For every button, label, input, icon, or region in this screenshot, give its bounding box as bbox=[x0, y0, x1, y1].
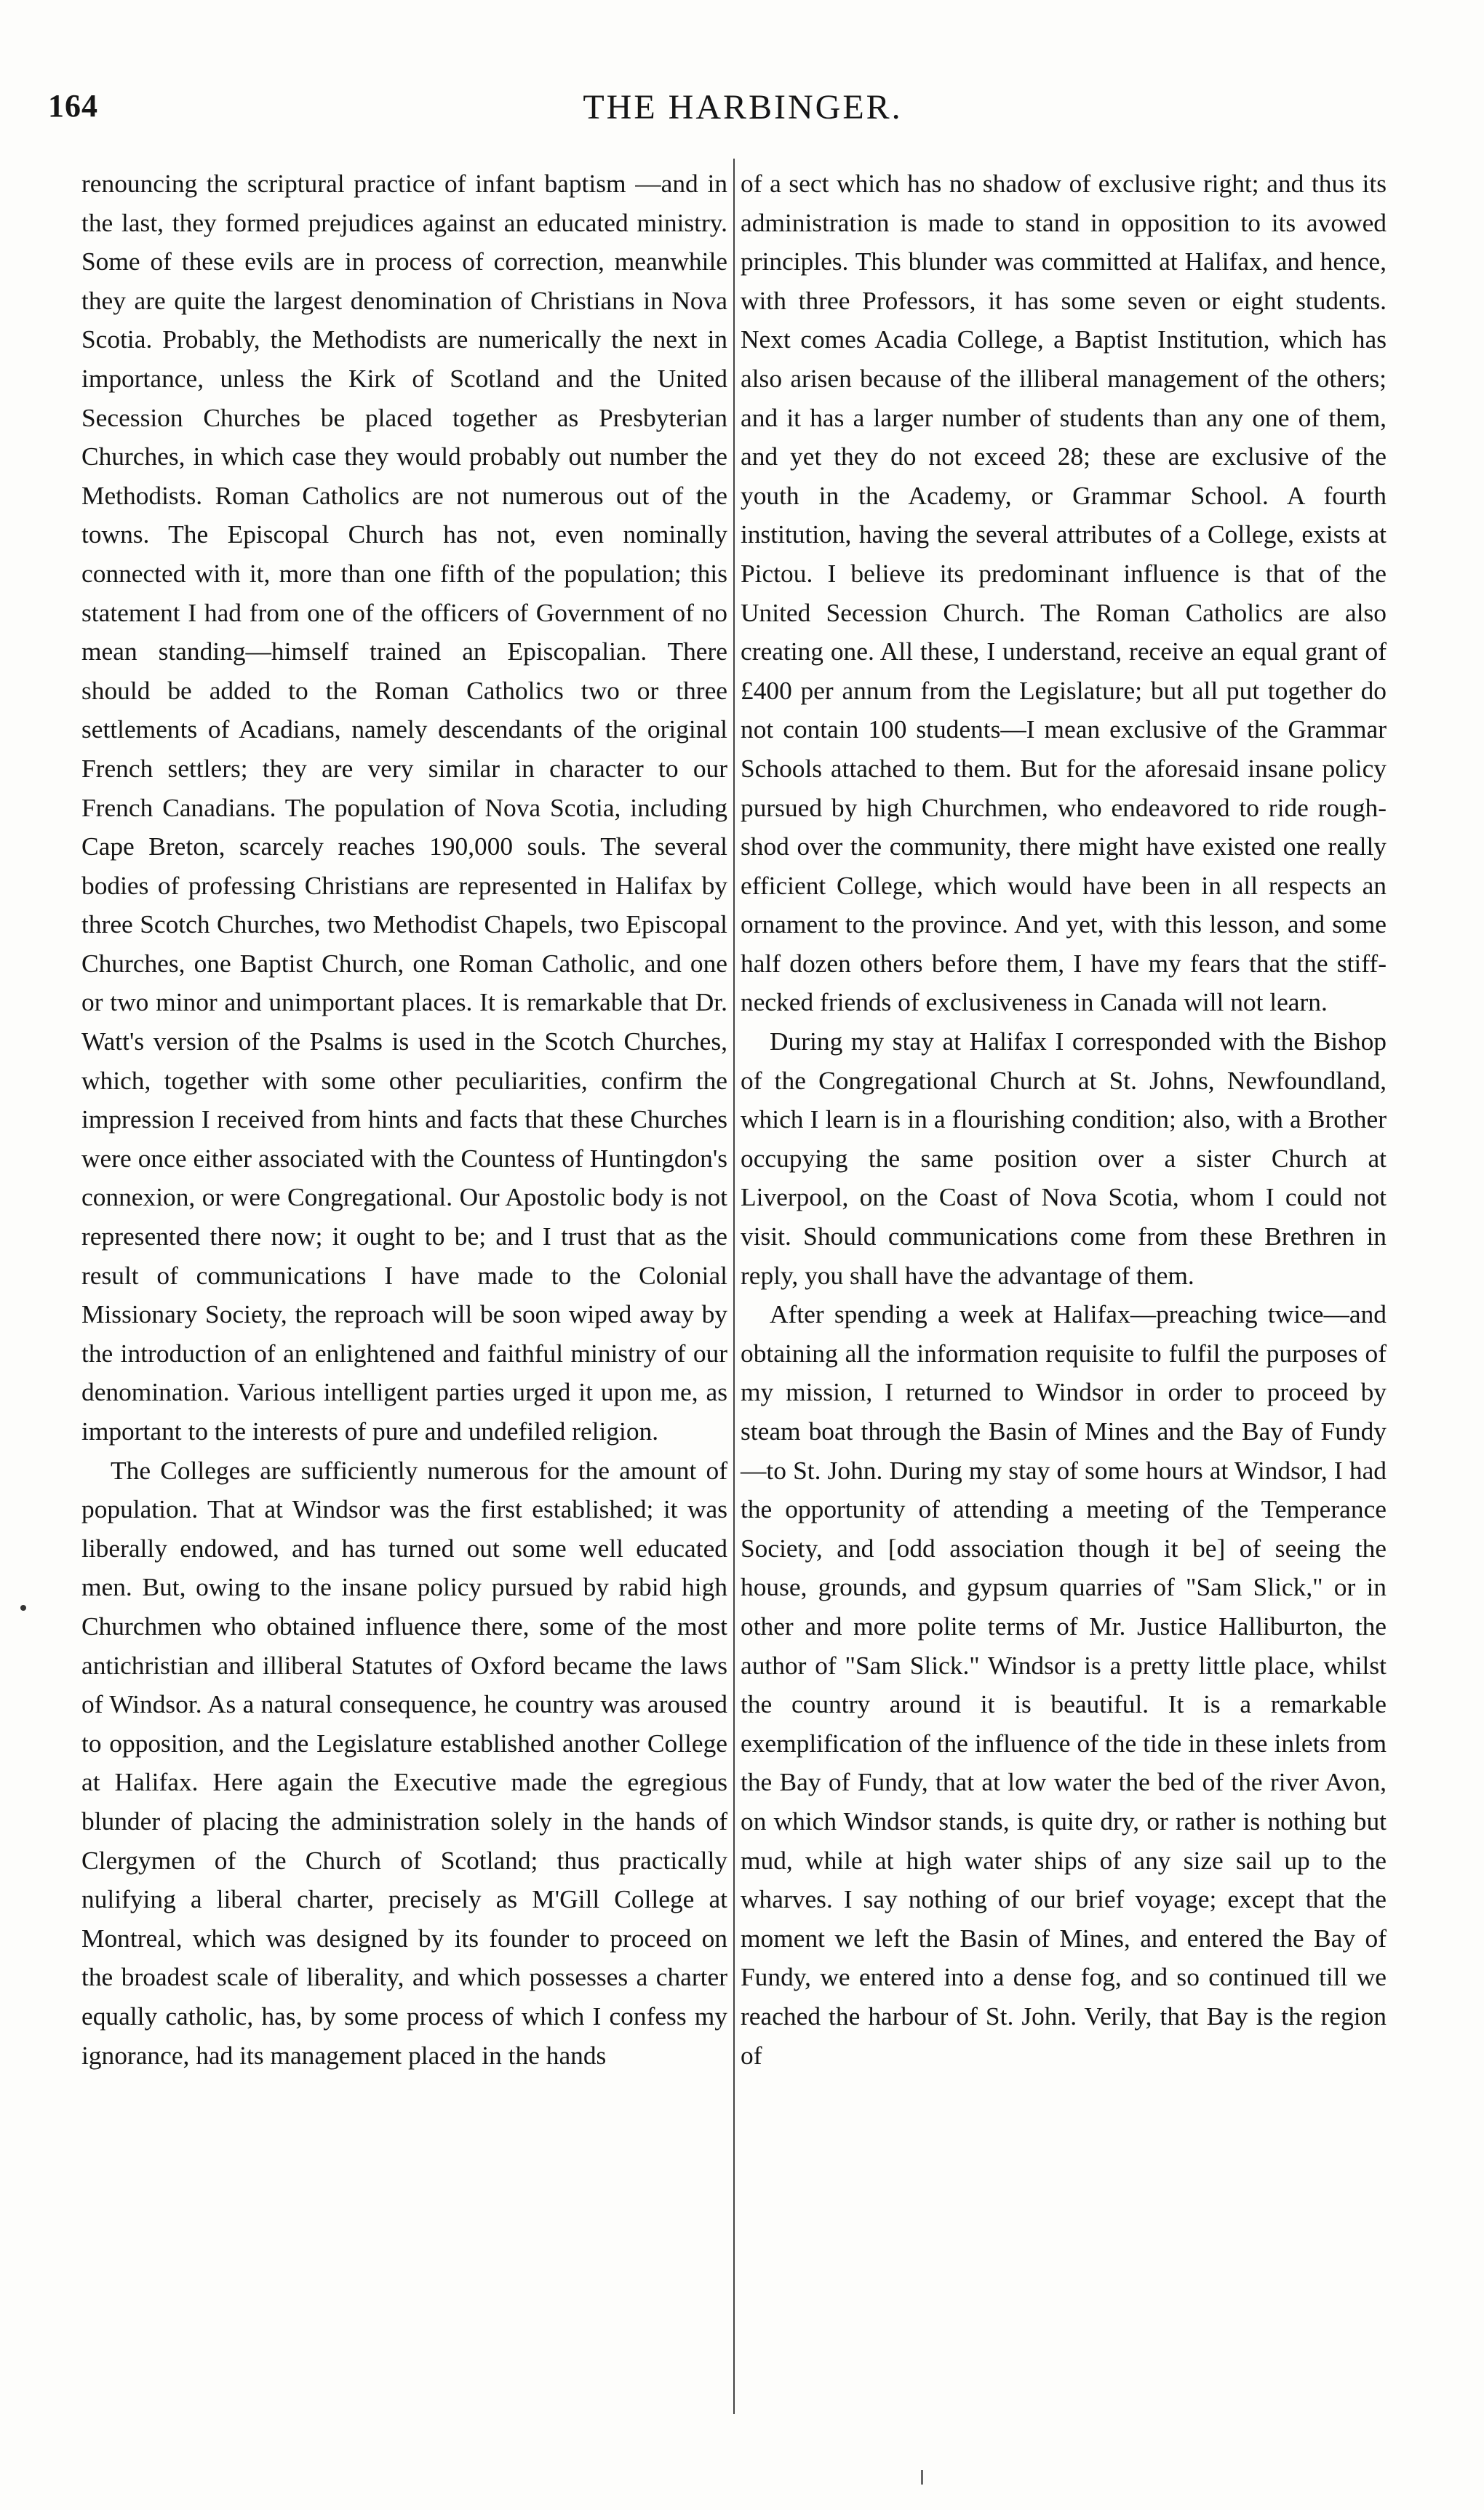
running-head bbox=[48, 87, 1408, 138]
margin-ink-dot bbox=[20, 1605, 26, 1611]
journal-title: THE HARBINGER. bbox=[583, 88, 903, 127]
bottom-ink-mark bbox=[921, 2470, 923, 2485]
right-paragraph-3: After spending a week at Halifax—preaching twice—and obtaining all the information requisite to fulfil the purposes of my mission, I returned to Windsor in order to proceed by steam boat through the Basin of Mines and the Bay of Fundy—to St. John. During my stay of some hours at Windsor, I had the opportunity of attending a meeting of the Temperance Society, and [odd association though it be] of seeing the house, grounds, and gypsum quarries of "Sam Slick," or in other and more polite terms of Mr. Justice Halliburton, the author of "Sam Slick." Windsor is a pretty little place, whilst the country around it is beautiful. It is a remarkable exemplification of the influence of the tide in these inlets from the Bay of Fundy, that at low water the bed of the river Avon, on which Windsor stands, is quite dry, or rather is nothing but mud, while at high water ships of any size sail up to the wharves. I say nothing of our brief voyage; except that the moment we left the Basin of Mines, and entered the Bay of Fundy, we entered into a dense fog, and so continued till we reached the harbour of St. John. Verily, that Bay is the region of bbox=[741, 1299, 1387, 2070]
left-column bbox=[81, 164, 727, 2075]
left-paragraph-2: The Colleges are sufficiently numerous for the amount of population. That at Windsor was the first established; it was liberally endowed, and has turned out some well educated men. But, owing to the insane policy pursued by rabid high Churchmen who obtained influence there, some of the most antichristian and illiberal Statutes of Oxford became the laws of Windsor. As a natural consequence, he country was aroused to opposition, and the Legislature established another College at Halifax. Here again the Executive made the egregious blunder of placing the administration solely in the hands of Clergymen of the Church of Scotland; thus practically nulifying a liberal charter, precisely as M'Gill College at Montreal, which was designed by its founder to proceed on the broadest scale of liberality, and which possesses a charter equally catholic, has, by some process of which I confess my ignorance, had its management placed in the hands bbox=[81, 1455, 727, 2070]
right-paragraph-1: of a sect which has no shadow of exclusive right; and thus its administration is made to stand in opposition to its avowed principles. This blunder was committed at Halifax, and hence, with three Professors, it has some seven or eight students. Next comes Acadia College, a Baptist Institution, which has also arisen because of the illiberal management of the others; and it has a larger number of students than any one of them, and yet they do not exceed 28; these are exclusive of the youth in the Academy, or Grammar School. A fourth institution, having the several attributes of a College, exists at Pictou. I believe its predominant influence is that of the United Secession Church. The Roman Catholics are also creating one. All these, I understand, receive an equal grant of £400 per annum from the Legislature; but all put together do not contain 100 students—I mean exclusive of the Grammar Schools attached to them. But for the aforesaid insane policy pursued by high Churchmen, who endeavored to ride rough-shod over the community, there might have existed one really efficient College, which would have been in all respects an ornament to the province. And yet, with this lesson, and some half dozen others before them, I have my fears that the stiff-necked friends of exclusiveness in Canada will not learn. bbox=[741, 169, 1387, 1017]
page-number: 164 bbox=[48, 88, 98, 124]
left-paragraph-1: renouncing the scriptural practice of infant baptism —and in the last, they formed prejudices against an educated ministry. Some of these evils are in process of correction, meanwhile they are quite the largest denomination of Christians in Nova Scotia. Probably, the Methodists are numerically the next in importance, unless the Kirk of Scotland and the United Secession Churches be placed together as Presbyterian Churches, in which case they would probably out number the Methodists. Roman Catholics are not numerous out of the towns. The Episcopal Church has not, even nominally connected with it, more than one fifth of the population; this statement I had from one of the officers of Government of no mean standing—himself trained an Episcopalian. There should be added to the Roman Catholics two or three settlements of Acadians, namely descendants of the original French settlers; they are very similar in character to our French Canadians. The population of Nova Scotia, including Cape Breton, scarcely reaches 190,000 souls. The several bodies of professing Christians are represented in Halifax by three Scotch Churches, two Methodist Chapels, two Episcopal Churches, one Baptist Church, one Roman Catholic, and one or two minor and unimportant places. It is remarkable that Dr. Watt's version of the Psalms is used in the Scotch Churches, which, together with some other peculiarities, confirm the impression I received from hints and facts that these Churches were once either associated with the Countess of Huntingdon's connexion, or were Congregational. Our Apostolic body is not represented there now; it ought to be; and I trust that as the result of communications I have made to the Colonial Missionary Society, the reproach will be soon wiped away by the introduction of an enlightened and faithful ministry of our denomination. Various intelligent parties urged it upon me, as important to the interests of pure and undefiled religion. bbox=[81, 169, 727, 1446]
right-column bbox=[741, 164, 1387, 2075]
column-divider bbox=[733, 159, 735, 2414]
right-paragraph-2: During my stay at Halifax I corresponded with the Bishop of the Congregational Church at St. Johns, Newfoundland, which I learn is in a flourishing condition; also, with a Brother occupying the same position over a sister Church at Liverpool, on the Coast of Nova Scotia, whom I could not visit. Should communications come from these Brethren in reply, you shall have the advantage of them. bbox=[741, 1027, 1387, 1290]
